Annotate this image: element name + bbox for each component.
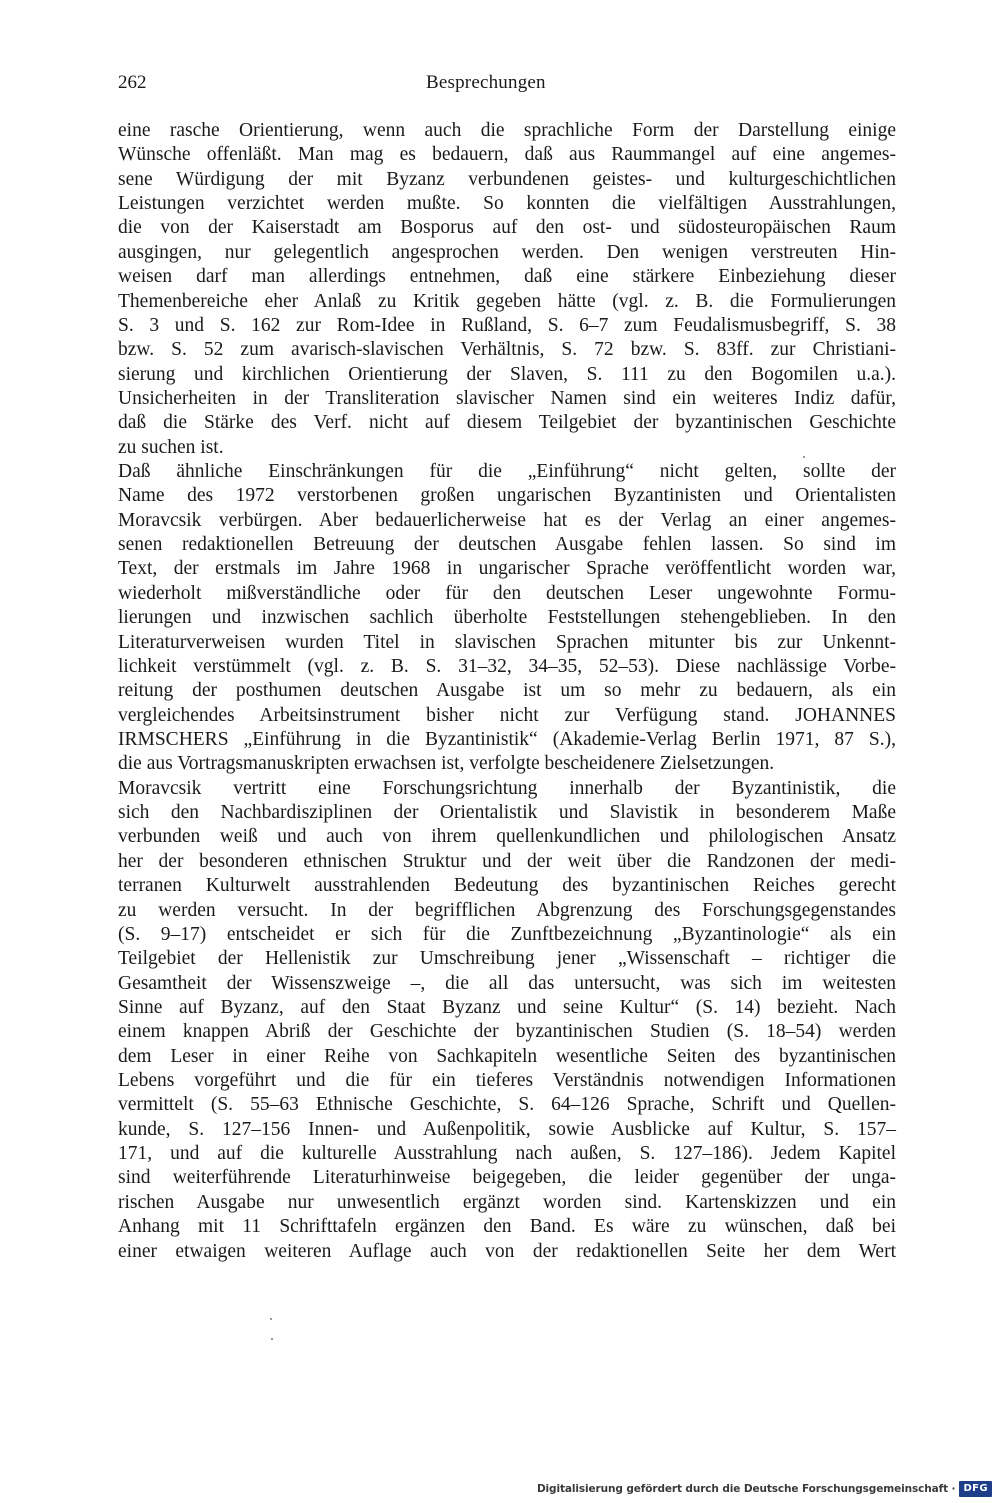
text-line: Lebens vorgeführt und die für ein tieferes Verständnis notwendigen Informationen (118, 1070, 896, 1092)
text-line: sich den Nachbardisziplinen der Orientalistik und Slavistik in besonderem Maße (118, 802, 896, 824)
text-line: Text, der erstmals im Jahre 1968 in ungarischer Sprache veröffentlicht worden war, (118, 558, 896, 580)
text-line: Unsicherheiten in der Transliteration slavischer Namen sind ein weiteres Indiz dafür, (118, 387, 896, 409)
text-line: Teilgebiet der Hellenistik zur Umschreibung jener „Wissenschaft – richtiger die (118, 948, 896, 970)
text-line (118, 1264, 896, 1288)
text-line: (S. 9–17) entscheidet er sich für die Zunftbezeichnung „Byzantinologie“ als ein (118, 923, 896, 945)
text-line: Leistungen verzichtet werden mußte. So konnten die vielfältigen Ausstrahlungen, (118, 193, 896, 215)
text-line: die von der Kaiserstadt am Bosporus auf den ost- und südosteuropäischen Raum (118, 217, 896, 239)
scan-speck (803, 456, 805, 458)
text-line: Daß ähnliche Einschränkungen für die „Einführung“ nicht gelten, sollte der (118, 461, 896, 483)
text-line: senen redaktionellen Betreuung der deutschen Ausgabe fehlen lassen. So sind im (118, 534, 896, 556)
text-line: rischen Ausgabe nur unwesentlich ergänzt worden sind. Kartenskizzen und ein (118, 1191, 896, 1213)
text-line: reitung der posthumen deutschen Ausgabe ist um so mehr zu bedauern, als ein (118, 680, 896, 702)
digitization-credit (537, 1480, 992, 1498)
text-line: kunde, S. 127–156 Innen- und Außenpolitik, sowie Ausblicke auf Kultur, S. 157– (118, 1118, 896, 1140)
scan-speck (270, 1318, 272, 1320)
text-line: S. 3 und S. 162 zur Rom-Idee in Rußland, S. 6–7 zum Feudalismusbegriff, S. 38 (118, 314, 896, 336)
text-line: 171, und auf die kulturelle Ausstrahlung nach außen, S. 127–186). Jedem Kapitel (118, 1143, 896, 1165)
body-text (118, 119, 896, 1288)
text-line: Moravcsik vertritt eine Forschungsrichtung innerhalb der Byzantinistik, die (118, 777, 896, 799)
text-line: Anhang mit 11 Schrifttafeln ergänzen den Band. Es wäre zu wünschen, daß bei (118, 1216, 896, 1238)
text-line: vergleichendes Arbeitsinstrument bisher nicht zur Verfügung stand. JOHANNES (118, 704, 896, 726)
text-line: vermittelt (S. 55–63 Ethnische Geschichte, S. 64–126 Sprache, Schrift und Quellen- (118, 1094, 896, 1116)
text-line: terranen Kulturwelt ausstrahlenden Bedeutung des byzantinischen Reiches gerecht (118, 875, 896, 897)
text-line: bzw. S. 52 zum avarisch-slavischen Verhältnis, S. 72 bzw. S. 83ff. zur Christiani- (118, 339, 896, 361)
text-line: dem Leser in einer Reihe von Sachkapiteln wesentliche Seiten des byzantinischen (118, 1045, 896, 1067)
text-line: Moravcsik verbürgen. Aber bedauerlicherweise hat es der Verlag an einer angemes- (118, 509, 896, 531)
text-line: lichkeit verstümmelt (vgl. z. B. S. 31–32, 34–35, 52–53). Diese nachlässige Vorbe- (118, 655, 896, 677)
text-line: sierung und kirchlichen Orientierung der Slaven, S. 111 zu den Bogomilen u.a.). (118, 363, 896, 385)
text-line: Literaturverweisen wurden Titel in slavischen Sprachen mitunter bis zur Unkennt- (118, 631, 896, 653)
text-line: her der besonderen ethnischen Struktur und der weit über die Randzonen der medi- (118, 850, 896, 872)
text-line: weisen darf man allerdings entnehmen, daß eine stärkere Einbeziehung dieser (118, 266, 896, 288)
text-line: eine rasche Orientierung, wenn auch die sprachliche Form der Darstellung einige (118, 120, 896, 141)
text-line: IRMSCHERS „Einführung in die Byzantinistik“ (Akademie-Verlag Berlin 1971, 87 S.), (118, 728, 896, 750)
text-line: zu werden versucht. In der begrifflichen Abgrenzung des Forschungsgegenstandes (118, 899, 896, 921)
text-line: lierungen und inzwischen sachlich überholte Feststellungen stehengeblieben. In den (118, 607, 896, 629)
text-line: einem knappen Abriß der Geschichte der byzantinischen Studien (S. 18–54) werden (118, 1021, 896, 1043)
scan-speck (271, 1338, 273, 1340)
text-line: ausgingen, nur gelegentlich angesprochen werden. Den wenigen verstreuten Hin- (118, 241, 896, 263)
text-line: sene Würdigung der mit Byzanz verbundenen geistes- und kulturgeschichtlichen (118, 168, 896, 190)
text-line: einer etwaigen weiteren Auflage auch von der redaktionellen Seite her dem Wert (118, 1240, 896, 1262)
text-line: Sinne auf Byzanz, auf den Staat Byzanz und seine Kultur“ (S. 14) bezieht. Nach (118, 996, 896, 1018)
text-line: Wünsche offenläßt. Man mag es bedauern, daß aus Raummangel auf eine angemes- (118, 144, 896, 166)
text-line: Gesamtheit der Wissenszweige –, die all das untersucht, was sich im weitesten (118, 972, 896, 994)
running-head: Besprechungen (426, 72, 546, 93)
text-line: Name des 1972 verstorbenen großen ungarischen Byzantinisten und Orientalisten (118, 485, 896, 507)
text-line: daß die Stärke des Verf. nicht auf diesem Teilgebiet der byzantinischen Geschichte (118, 412, 896, 434)
dfg-logo-icon: DFG (959, 1481, 992, 1497)
credit-text: Digitalisierung gefördert durch die Deutsche Forschungsgemeinschaft · (536, 1483, 956, 1495)
text-line: verbunden weiß und auch von ihrem quellenkundlichen und philologischen Ansatz (118, 826, 896, 848)
text-line: die aus Vortragsmanuskripten erwachsen ist, verfolgte bescheidenere Zielsetzungen. (118, 753, 775, 775)
text-line: wiederholt mißverständliche oder für den deutschen Leser ungewohnte Formu- (118, 582, 896, 604)
page-number: 262 (118, 72, 147, 93)
text-line: Themenbereiche eher Anlaß zu Kritik gegeben hätte (vgl. z. B. die Formulierungen (118, 290, 896, 312)
text-line: sind weiterführende Literaturhinweise beigegeben, die leider gegenüber der unga- (118, 1167, 896, 1189)
text-line: zu suchen ist. (118, 436, 224, 458)
